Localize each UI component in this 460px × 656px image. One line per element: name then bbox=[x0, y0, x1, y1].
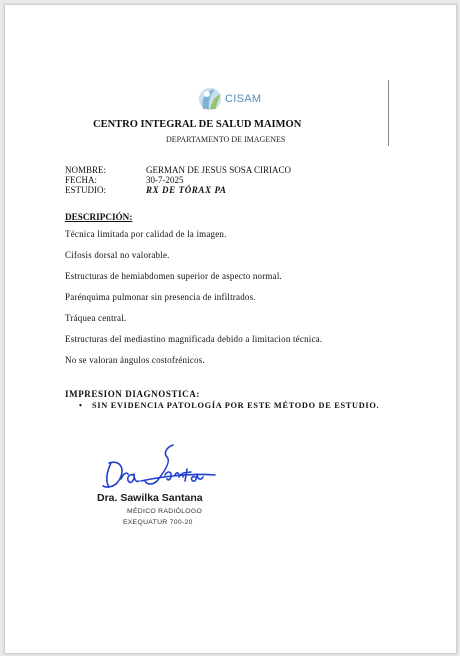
date-label: FECHA: bbox=[65, 175, 98, 185]
header-divider bbox=[388, 80, 389, 146]
study-value: RX DE TÓRAX PA bbox=[146, 185, 227, 195]
description-heading: DESCRIPCIÓN: bbox=[65, 212, 133, 222]
date-value: 30-7-2025 bbox=[146, 175, 184, 185]
handwritten-signature bbox=[99, 441, 219, 493]
doctor-exequatur: EXEQUATUR 700-20 bbox=[123, 519, 193, 526]
bullet-icon: • bbox=[79, 401, 83, 410]
description-line: Estructuras del mediastino magnificada debido a limitacion técnica. bbox=[65, 334, 323, 344]
patient-name-row bbox=[65, 165, 291, 175]
impression-heading: IMPRESION DIAGNOSTICA: bbox=[65, 389, 200, 399]
description-line: No se valoran ángulos costofrénicos. bbox=[65, 355, 205, 365]
document-page bbox=[4, 4, 457, 654]
description-line: Técnica limitada por calidad de la imagen. bbox=[65, 229, 227, 239]
impression-text: SIN EVIDENCIA PATOLOGÍA POR ESTE MÉTODO DE ESTUDIO. bbox=[92, 401, 380, 410]
name-value: GERMAN DE JESUS SOSA CIRIACO bbox=[146, 165, 292, 175]
impression-item bbox=[79, 401, 379, 410]
doctor-title: MÉDICO RADIÓLOGO bbox=[127, 508, 203, 515]
description-line: Estructuras de hemiabdomen superior de aspecto normal. bbox=[65, 271, 282, 281]
study-row bbox=[65, 185, 227, 195]
description-line: Cifosis dorsal no valorable. bbox=[65, 250, 170, 260]
department-name: DEPARTAMENTO DE IMAGENES bbox=[166, 135, 286, 144]
date-row bbox=[65, 175, 184, 185]
description-line: Parénquima pulmonar sin presencia de infiltrados. bbox=[65, 292, 256, 302]
name-label: NOMBRE: bbox=[65, 165, 107, 175]
logo-text: CISAM bbox=[225, 93, 262, 105]
center-name: CENTRO INTEGRAL DE SALUD MAIMON bbox=[93, 119, 302, 130]
doctor-name: Dra. Sawilka Santana bbox=[97, 492, 203, 504]
description-line: Tráquea central. bbox=[65, 313, 127, 323]
study-label: ESTUDIO: bbox=[65, 185, 106, 195]
